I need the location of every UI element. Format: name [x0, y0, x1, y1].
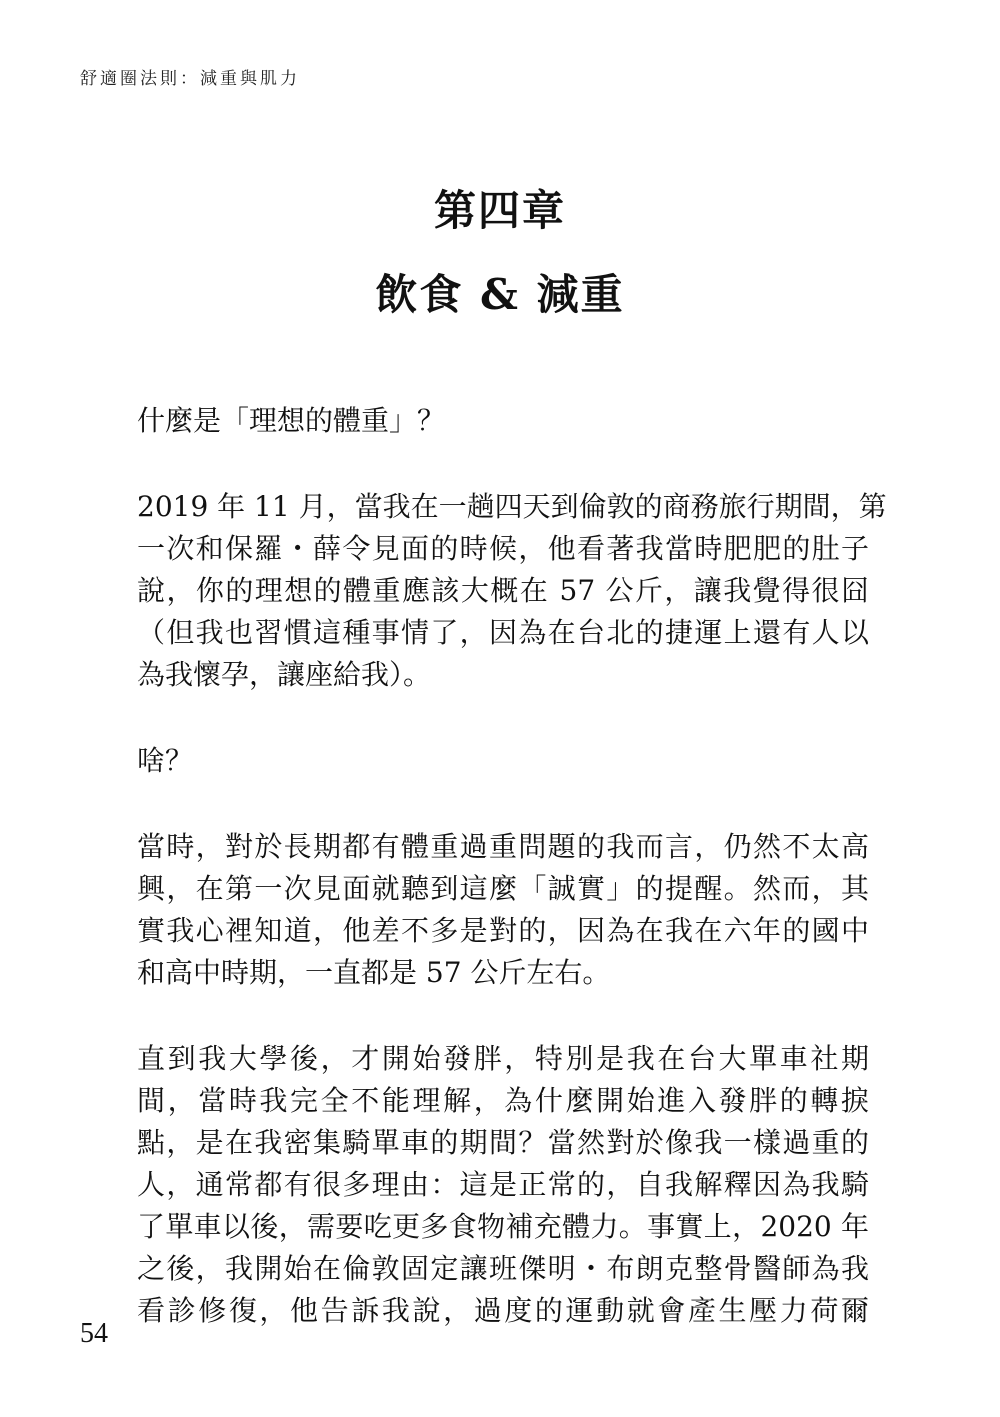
- text-line: 間，當時我完全不能理解，為什麼開始進入發胖的轉捩: [137, 1084, 869, 1117]
- text-line: 一次和保羅・薛令見面的時候，他看著我當時肥肥的肚子: [137, 532, 869, 565]
- text-line: 了單車以後，需要吃更多食物補充體力。事實上，2020 年: [137, 1210, 869, 1243]
- text-line: （但我也習慣這種事情了，因為在台北的捷運上還有人以: [137, 616, 869, 649]
- text-line: 當時，對於長期都有體重過重問題的我而言，仍然不太高: [137, 830, 869, 863]
- text-line: 直到我大學後，才開始發胖，特別是我在台大單車社期: [137, 1042, 869, 1075]
- chapter-number: 第四章: [433, 186, 566, 235]
- text-line: 人，通常都有很多理由：這是正常的，自我解釋因為我騎: [137, 1168, 869, 1201]
- text-line: 什麼是「理想的體重」？: [137, 404, 446, 437]
- paragraph-reaction: [137, 826, 869, 994]
- text-line: 啥？: [137, 744, 194, 777]
- running-header: 舒適圈法則：減重與肌力: [80, 69, 300, 89]
- text-line: 興，在第一次見面就聽到這麼「誠實」的提醒。然而，其: [137, 872, 869, 905]
- chapter-title: 飲食 & 減重: [375, 270, 625, 319]
- text-line: 實我心裡知道，他差不多是對的，因為在我在六年的國中: [137, 914, 869, 947]
- text-line: 點，是在我密集騎單車的期間？當然對於像我一樣過重的: [137, 1126, 869, 1159]
- text-line: 看診修復，他告訴我說，過度的運動就會產生壓力荷爾: [137, 1294, 869, 1327]
- paragraph-what: [137, 740, 869, 782]
- paragraph-question: [137, 400, 869, 442]
- text-line: 說，你的理想的體重應該大概在 57 公斤，讓我覺得很囧: [137, 574, 869, 607]
- text-line: 為我懷孕，讓座給我）。: [137, 658, 432, 691]
- body-text: [137, 400, 887, 1376]
- text-line: 之後，我開始在倫敦固定讓班傑明・布朗克整骨醫師為我: [137, 1252, 869, 1285]
- paragraph-first-meeting: [137, 486, 887, 696]
- paragraph-university: [137, 1038, 869, 1332]
- page-number: 54: [80, 1318, 108, 1349]
- text-line: 2019 年 11 月，當我在一趟四天到倫敦的商務旅行期間，第: [137, 490, 887, 523]
- text-line: 和高中時期，一直都是 57 公斤左右。: [137, 956, 611, 989]
